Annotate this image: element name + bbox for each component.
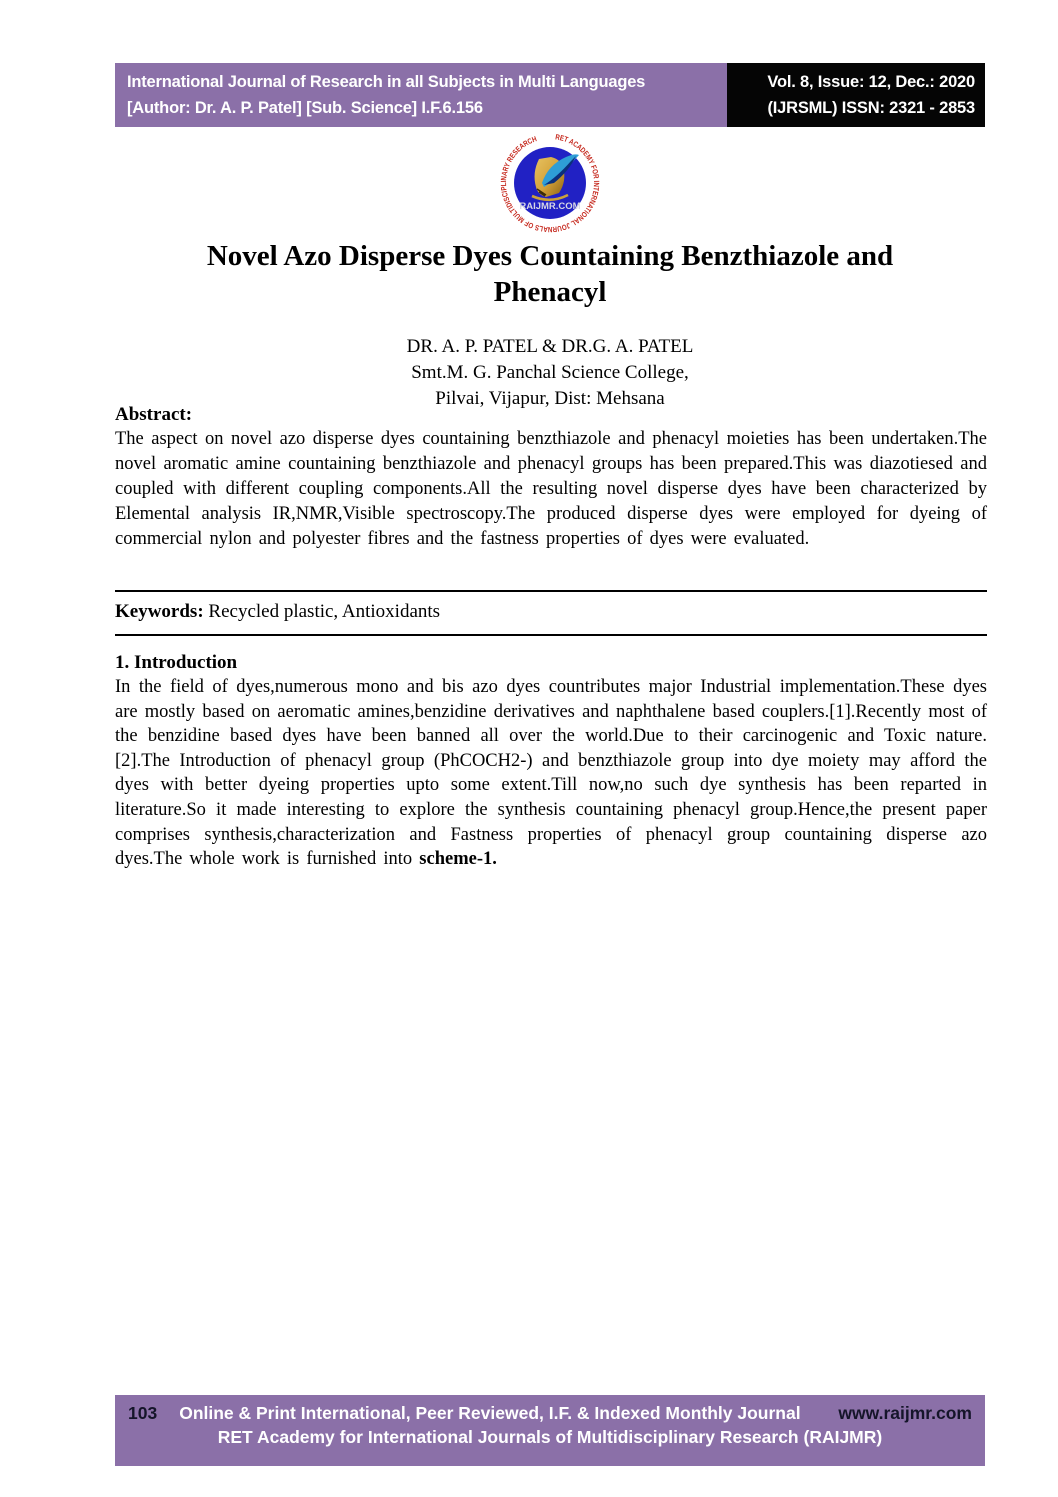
footer-journal-description: Online & Print International, Peer Reviewed, I.F. & Indexed Monthly Journal <box>179 1403 801 1423</box>
journal-logo <box>115 129 985 237</box>
abstract-text: The aspect on novel azo disperse dyes countaining benzthiazole and phenacyl moieties has been undertaken.The novel aromatic amine countaining benzthiazole and phenacyl groups has been prepared.This was diazotiesed and coupled with different coupling components.All the resulting novel disperse dyes have been characterized by Elemental analysis IR,NMR,Visible spectroscopy.The produced disperse dyes were employed for dyeing of commercial nylon and polyester fibres and the fastness properties of dyes were evaluated. <box>115 429 987 549</box>
keywords-section <box>115 590 987 636</box>
logo-arc-text: RET ACADEMY FOR INTERNATIONAL JOURNALS OF MULTIDISCIPLINARY RESEARCH <box>498 132 602 235</box>
page-number: 103 <box>128 1403 158 1423</box>
header-banner-row <box>115 63 985 127</box>
introduction-scheme-ref: scheme-1. <box>419 849 497 870</box>
paper-title-line2: Phenacyl <box>493 276 607 308</box>
footer-academy-line: RET Academy for International Journals of Multidisciplinary Research (RAIJMR) <box>217 1427 883 1447</box>
issue-info-banner <box>727 63 985 127</box>
authors-block <box>115 334 985 412</box>
abstract-section <box>115 402 987 552</box>
keywords-text: Recycled plastic, Antioxidants <box>203 601 441 622</box>
introduction-body: In the field of dyes,numerous mono and bis azo dyes countributes major Industrial implementation.These dyes are mostly based on aeromatic amines,benzidine derivatives and naphthalene based couplers.[1].Recently most of the benzidine based dyes have been banned all over the world.Due to their carcinogenic and Toxic nature.[2].The Introduction of phenacyl group (PhCOCH2-) and benzthiazole group into dye moiety may afford the dyes with better dyeing properties upto some extent.Till now,no such dye synthesis has been reparted in literature.So it made interesting to explore the synthesis countaining phenacyl group.Hence,the present paper comprises synthesis,characterization and Fastness properties of phenacyl group countaining disperse azo dyes.The whole work is furnished into <box>115 677 987 870</box>
paper-title-line1: Novel Azo Disperse Dyes Countaining Benzthiazole and <box>206 240 894 272</box>
introduction-section <box>115 650 987 872</box>
logo-center-text: RAIJMR.COM <box>519 201 581 212</box>
journal-info-banner <box>115 63 727 127</box>
introduction-heading: 1. Introduction <box>115 652 238 673</box>
issue-volume: Vol. 8, Issue: 12, Dec.: 2020 <box>767 72 975 91</box>
keywords-label: Keywords: <box>115 601 204 622</box>
author-names: DR. A. P. PATEL & DR.G. A. PATEL <box>406 336 694 357</box>
author-location: Pilvai, Vijapur, Dist: Mehsana <box>435 388 665 409</box>
journal-author-line: [Author: Dr. A. P. Patel] [Sub. Science] I.F.6.156 <box>127 98 483 117</box>
footer-line1 <box>128 1403 972 1424</box>
issue-issn: (IJRSML) ISSN: 2321 - 2853 <box>767 98 975 117</box>
introduction-text <box>115 675 987 872</box>
journal-title: International Journal of Research in all Subjects in Multi Languages <box>127 72 646 91</box>
footer-website-link[interactable]: www.raijmr.com <box>838 1403 972 1423</box>
footer-banner <box>115 1395 985 1466</box>
raijmr-logo-icon <box>487 129 613 237</box>
author-affiliation: Smt.M. G. Panchal Science College, <box>411 362 689 383</box>
paper-title <box>115 238 985 310</box>
abstract-heading: Abstract: <box>115 404 193 425</box>
